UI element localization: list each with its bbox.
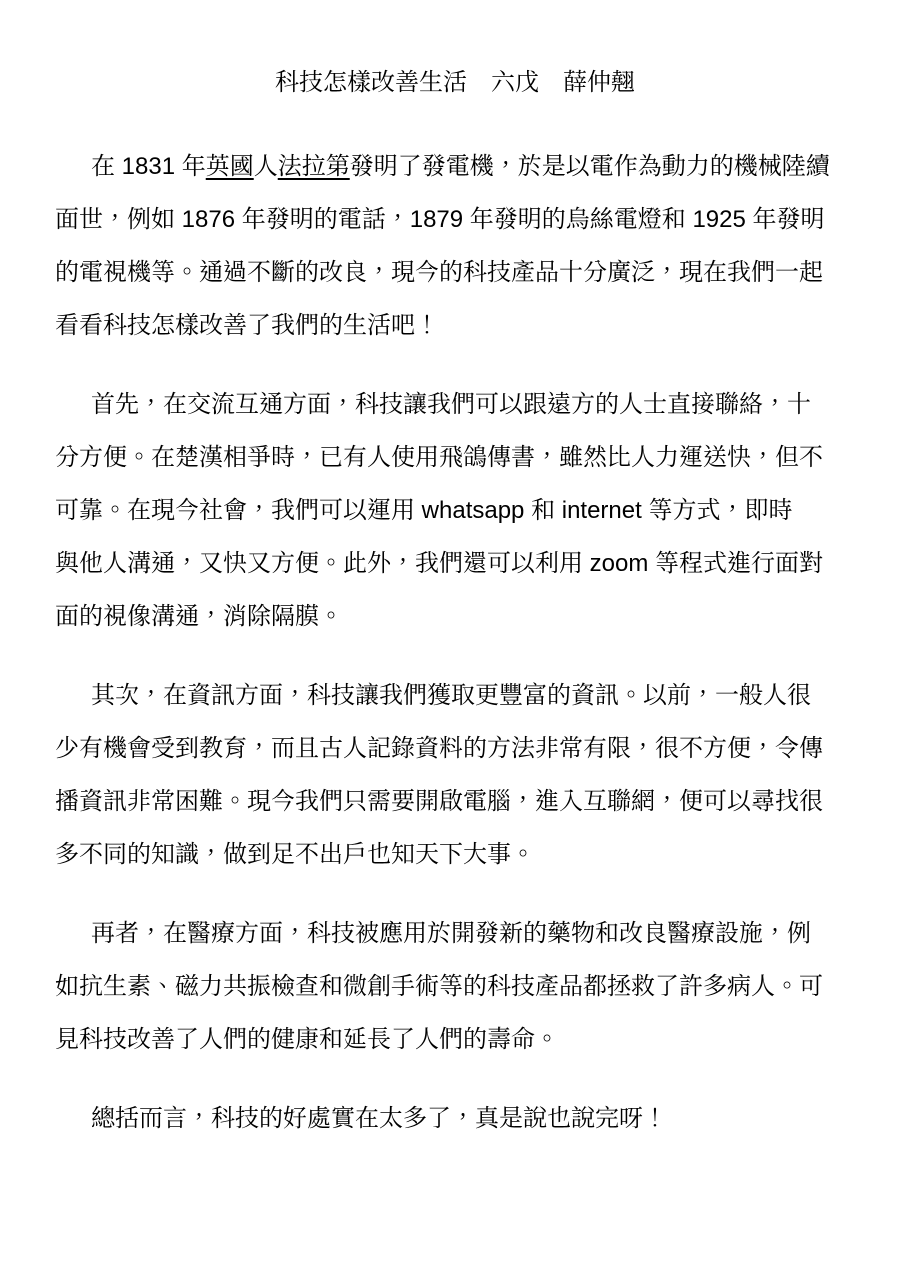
text-line [55,140,855,193]
document-title: 科技怎樣改善生活 六戊 薛仲翹 [275,69,635,96]
text-segment: 人 [253,153,278,180]
text-line: 播資訊非常困難。現今我們只需要開啟電腦，進入互聯網，便可以尋找很 [55,788,823,815]
text-line: 首先，在交流互通方面，科技讓我們可以跟遠方的人士直接聯絡，十 [91,391,811,418]
text-line: 看看科技怎樣改善了我們的生活吧！ [55,312,439,339]
text-line: 見科技改善了人們的健康和延長了人們的壽命。 [55,1026,559,1053]
text-line: 少有機會受到教育，而且古人記錄資料的方法非常有限，很不方便，令傳 [55,735,823,762]
text-segment: 在 1831 年 [91,153,206,180]
text-segment: 發明了發電機，於是以電作為動力的機械陸續 [349,153,830,180]
text-line: 如抗生素、磁力共振檢查和微創手術等的科技產品都拯救了許多病人。可 [55,973,823,1000]
underlined-text-britain: 英國 [205,153,254,180]
paragraph-information [55,669,855,881]
text-line: 分方便。在楚漢相爭時，已有人使用飛鴿傳書，雖然比人力運送快，但不 [55,444,823,471]
text-line: 面世，例如 1876 年發明的電話，1879 年發明的烏絲電燈和 1925 年發明 [55,206,825,233]
paragraph-intro [55,140,855,352]
text-line: 多不同的知識，做到足不出戶也知天下大事。 [55,841,535,868]
underlined-text-faraday: 法拉第 [277,153,350,180]
paragraph-conclusion [55,1092,855,1145]
paragraph-communication [55,378,855,643]
text-line: 面的視像溝通，消除隔膜。 [55,603,343,630]
text-line: 與他人溝通，又快又方便。此外，我們還可以利用 zoom 等程式進行面對 [55,550,824,577]
text-line: 可靠。在現今社會，我們可以運用 whatsapp 和 internet 等方式，即時 [55,497,793,524]
text-line: 總括而言，科技的好處實在太多了，真是說也說完呀！ [91,1105,667,1132]
paragraph-medical [55,907,855,1066]
text-line: 的電視機等。通過不斷的改良，現今的科技產品十分廣泛，現在我們一起 [55,259,823,286]
text-line: 其次，在資訊方面，科技讓我們獲取更豐富的資訊。以前，一般人很 [91,682,811,709]
text-line: 再者，在醫療方面，科技被應用於開發新的藥物和改良醫療設施，例 [91,920,811,947]
